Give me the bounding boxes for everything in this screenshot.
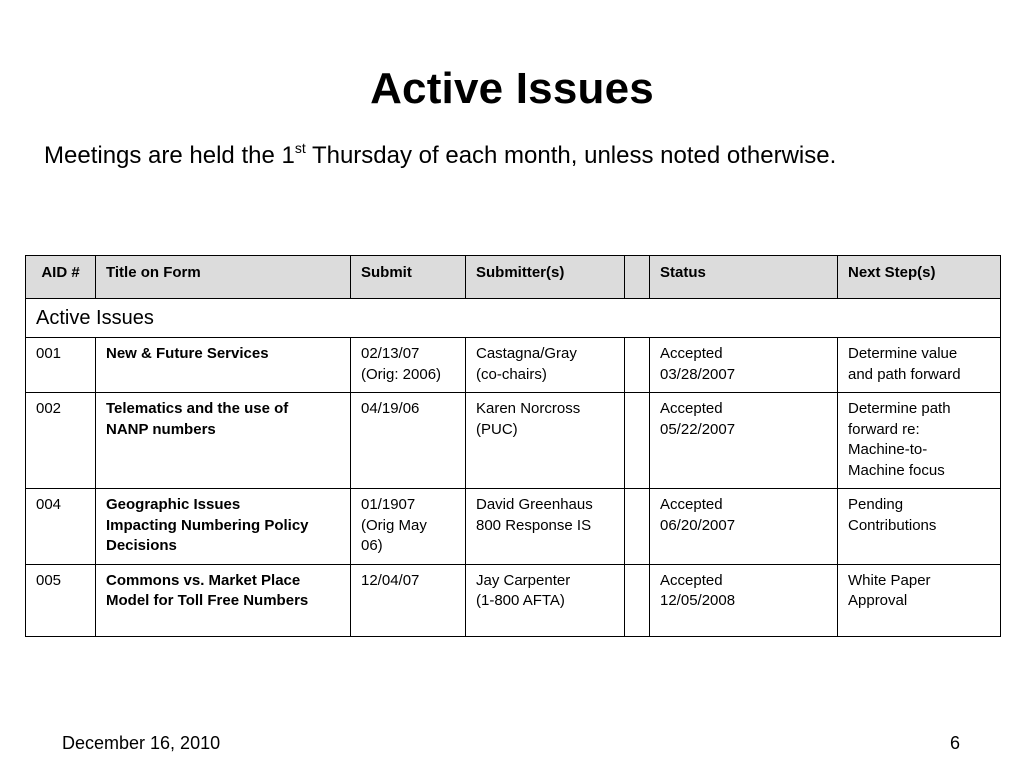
header-title-on-form: Title on Form (96, 256, 351, 299)
table-row (26, 489, 1001, 565)
cell-submitters: David Greenhaus 800 Response IS (466, 489, 625, 565)
cell-submit: 01/1907 (Orig May 06) (351, 489, 466, 565)
cell-title: Commons vs. Market Place Model for Toll Free Numbers (96, 564, 351, 636)
subtitle-text-end: Thursday of each month, unless noted otherwise. (305, 142, 837, 169)
header-status: Status (650, 256, 838, 299)
cell-title: Geographic Issues Impacting Numbering Policy Decisions (96, 489, 351, 565)
header-submitters: Submitter(s) (466, 256, 625, 299)
cell-blank (625, 338, 650, 393)
table-row (26, 393, 1001, 489)
slide-subtitle (44, 142, 836, 170)
cell-blank (625, 564, 650, 636)
cell-aid: 004 (26, 489, 96, 565)
cell-submit: 02/13/07 (Orig: 2006) (351, 338, 466, 393)
cell-submitters: Jay Carpenter (1-800 AFTA) (466, 564, 625, 636)
footer-date: December 16, 2010 (62, 733, 221, 753)
issues-table (25, 255, 1001, 637)
page-number: 6 (950, 733, 961, 753)
cell-submitters: Castagna/Gray (co-chairs) (466, 338, 625, 393)
cell-submit: 04/19/06 (351, 393, 466, 489)
cell-next-steps: Pending Contributions (838, 489, 1001, 565)
cell-submitters: Karen Norcross (PUC) (466, 393, 625, 489)
cell-aid: 001 (26, 338, 96, 393)
cell-blank (625, 393, 650, 489)
table-row (26, 564, 1001, 636)
cell-title: Telematics and the use of NANP numbers (96, 393, 351, 489)
subtitle-text-start: Meetings are held the 1 (44, 142, 295, 169)
table-row (26, 338, 1001, 393)
cell-submit: 12/04/07 (351, 564, 466, 636)
subtitle-superscript: st (294, 140, 306, 156)
section-label: Active Issues (26, 299, 1001, 338)
cell-aid: 002 (26, 393, 96, 489)
table-header-row (26, 256, 1001, 299)
section-row (26, 299, 1001, 338)
cell-status: Accepted 12/05/2008 (650, 564, 838, 636)
cell-next-steps: White Paper Approval (838, 564, 1001, 636)
header-next-steps: Next Step(s) (838, 256, 1001, 299)
header-aid: AID # (26, 256, 96, 299)
header-blank (625, 256, 650, 299)
cell-status: Accepted 06/20/2007 (650, 489, 838, 565)
cell-title: New & Future Services (96, 338, 351, 393)
cell-aid: 005 (26, 564, 96, 636)
slide-title: Active Issues (370, 64, 654, 113)
header-submit: Submit (351, 256, 466, 299)
cell-status: Accepted 05/22/2007 (650, 393, 838, 489)
cell-next-steps: Determine path forward re: Machine-to- Machine focus (838, 393, 1001, 489)
cell-blank (625, 489, 650, 565)
cell-status: Accepted 03/28/2007 (650, 338, 838, 393)
cell-next-steps: Determine value and path forward (838, 338, 1001, 393)
